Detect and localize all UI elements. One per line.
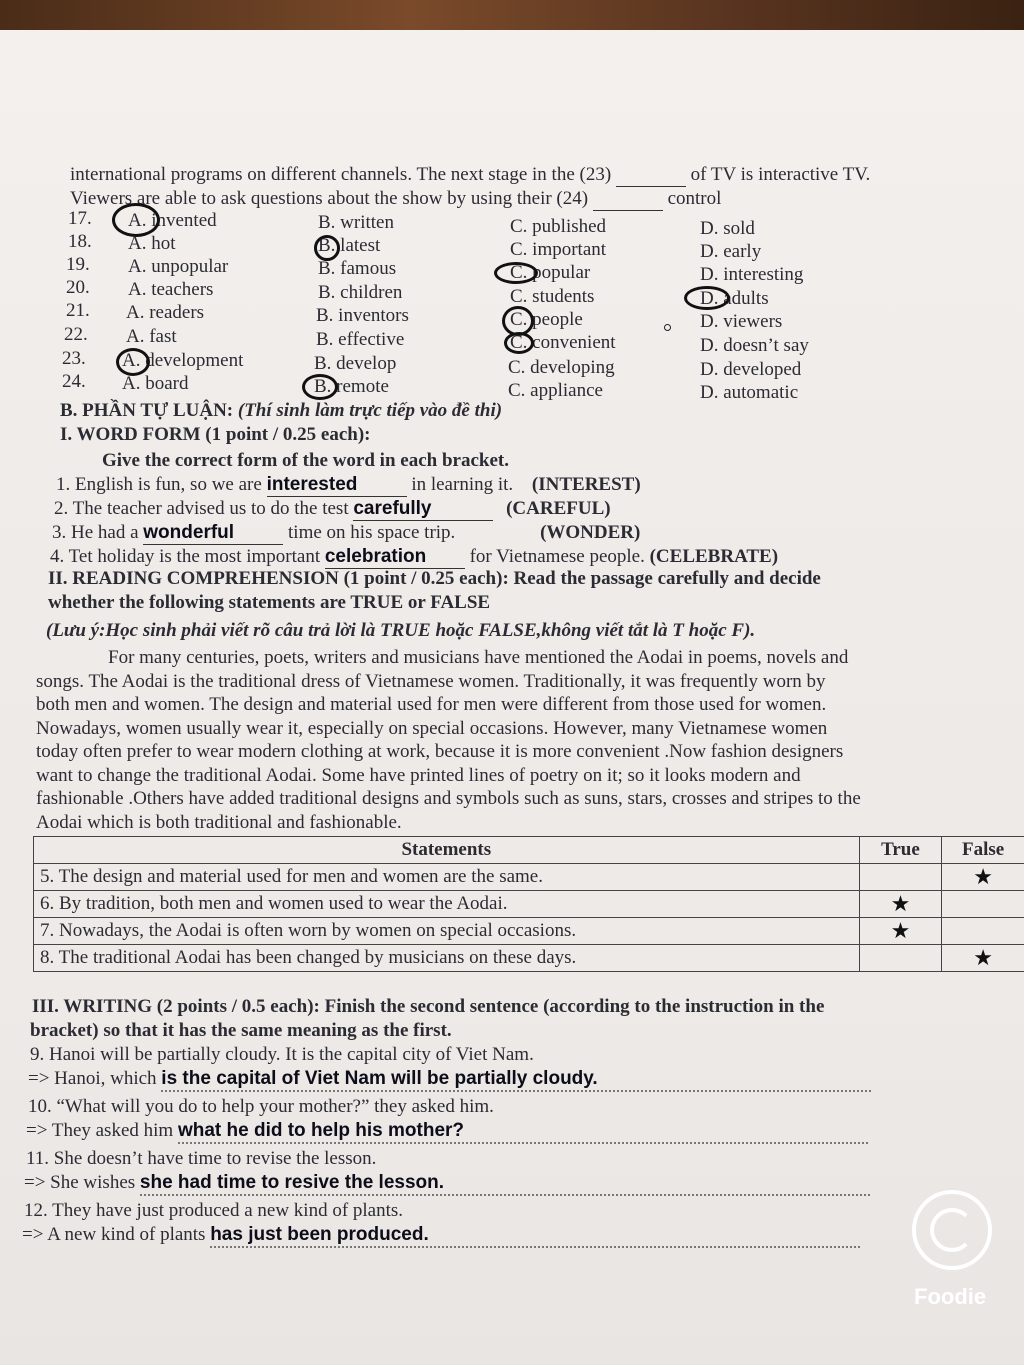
handwritten-answer: wonderful	[143, 522, 283, 545]
word-form-item	[54, 498, 611, 521]
writing-answer-line	[22, 1224, 860, 1248]
answer-prompt: => She wishes	[24, 1172, 136, 1193]
header-false: False	[942, 837, 1024, 864]
foodie-logo-icon	[912, 1190, 992, 1270]
question-number: 21.	[66, 300, 90, 321]
reading-title: II. READING COMPREHENSION (1 point / 0.25 each): Read the passage carefully and decide	[48, 568, 821, 589]
blank-24	[593, 188, 663, 211]
table-row	[34, 918, 1024, 945]
item-text: in learning it.	[411, 474, 514, 495]
answer-circle	[504, 332, 534, 354]
handwritten-answer: she had time to resive the lesson.	[140, 1172, 870, 1196]
statement-cell: 6. By tradition, both men and women used to wear the Aodai.	[34, 891, 860, 918]
answer-prompt: => Hanoi, which	[28, 1068, 157, 1089]
true-false-table	[33, 836, 1024, 972]
passage-line-top-2	[70, 188, 721, 211]
table-row	[34, 891, 1024, 918]
true-cell	[859, 918, 942, 945]
answer-circle	[112, 203, 160, 237]
header-statements: Statements	[34, 837, 860, 864]
answer-prompt: => They asked him	[26, 1120, 174, 1141]
option-c: C. popular	[510, 262, 591, 283]
stray-dot	[664, 324, 671, 331]
option-d: D. adults	[700, 288, 769, 309]
answer-circle	[116, 348, 150, 376]
option-d: D. early	[700, 241, 762, 262]
option-b: B. famous	[318, 258, 397, 279]
handwritten-answer: what he did to help his mother?	[178, 1120, 868, 1144]
root-word: (CELEBRATE)	[649, 546, 779, 567]
question-number: 22.	[64, 324, 88, 345]
handwritten-answer: celebration	[325, 546, 465, 569]
root-word: (WONDER)	[540, 522, 641, 543]
passage-line: For many centuries, poets, writers and musicians have mentioned the Aodai in poems, novels and	[108, 647, 849, 668]
reading-passage	[36, 646, 1002, 834]
option-a: A. development	[122, 350, 244, 371]
option-c: C. appliance	[508, 380, 603, 401]
option-a: A. hot	[128, 233, 176, 254]
question-number: 19.	[66, 254, 90, 275]
option-a: A. board	[122, 373, 189, 394]
section-note: (Thí sinh làm trực tiếp vào đề thi)	[237, 400, 503, 421]
false-cell	[942, 891, 1024, 918]
handwritten-answer: has just been produced.	[210, 1224, 860, 1248]
false-cell	[942, 945, 1024, 972]
answer-prompt: => A new kind of plants	[22, 1224, 206, 1245]
answer-circle	[494, 262, 538, 284]
section-b-heading	[60, 400, 502, 422]
option-c: C. students	[510, 286, 595, 307]
option-c: C. developing	[508, 357, 615, 378]
word-form-item	[56, 474, 641, 497]
passage-line: want to change the traditional Aodai. Some have printed lines of poetry on it; so it looks modern and	[36, 764, 801, 786]
passage-line: fashionable .Others have added traditional designs and symbols such as suns, stars, crosses and stripes to the	[36, 788, 861, 809]
statement-cell: 8. The traditional Aodai has been changed by musicians on these days.	[34, 945, 860, 972]
star-mark: ★	[973, 864, 993, 890]
writing-answer-line	[28, 1068, 871, 1092]
option-b: B. remote	[314, 376, 389, 397]
option-d: D. sold	[700, 218, 755, 239]
word-form-instruction: Give the correct form of the word in each bracket.	[102, 450, 509, 471]
item-text: 3. He had a	[52, 522, 139, 543]
word-form-item	[50, 546, 778, 569]
option-b: B. develop	[314, 353, 397, 374]
option-b: B. latest	[318, 235, 381, 256]
passage-line-top-1	[70, 164, 870, 187]
answer-circle	[684, 286, 730, 310]
option-b: B. inventors	[316, 305, 409, 326]
writing-title: III. WRITING (2 points / 0.5 each): Finish the second sentence (according to the instruction in the	[32, 996, 825, 1017]
question-number: 24.	[62, 371, 86, 392]
option-c: C. people	[510, 309, 583, 330]
question-number: 17.	[68, 208, 92, 229]
statement-cell: 7. Nowadays, the Aodai is often worn by women on special occasions.	[34, 918, 860, 945]
star-mark: ★	[890, 891, 911, 917]
table-row	[34, 945, 1024, 972]
passage-text: international programs on different channels. The next stage in the (23)	[70, 164, 612, 185]
item-text: time on his space trip.	[288, 522, 456, 543]
handwritten-answer: is the capital of Viet Nam will be partially cloudy.	[161, 1068, 871, 1092]
question-number: 18.	[68, 231, 92, 252]
writing-question: 10. “What will you do to help your mother?” they asked him.	[28, 1096, 494, 1117]
handwritten-answer: carefully	[353, 498, 493, 521]
option-c: C. important	[510, 239, 607, 260]
table-header-row	[34, 837, 1024, 864]
option-d: D. doesn’t say	[700, 335, 809, 356]
true-cell	[859, 864, 942, 891]
writing-question: 12. They have just produced a new kind of plants.	[24, 1200, 404, 1221]
passage-line: both men and women. The design and material used for men were different from those used for women.	[36, 694, 827, 715]
writing-title-cont: bracket) so that it has the same meaning as the first.	[30, 1020, 452, 1041]
option-c: C. convenient	[510, 332, 616, 353]
item-text: 4. Tet holiday is the most important	[50, 546, 321, 567]
writing-answer-line	[26, 1120, 868, 1144]
option-a: A. invented	[128, 210, 217, 231]
reading-title-cont: whether the following statements are TRUE or FALSE	[48, 592, 491, 613]
writing-answer-line	[24, 1172, 870, 1196]
header-true: True	[859, 837, 942, 864]
option-d: D. interesting	[700, 264, 804, 285]
star-mark: ★	[890, 918, 911, 944]
foodie-logo-inner-icon	[930, 1208, 974, 1252]
true-cell	[859, 945, 942, 972]
option-c: C. published	[510, 216, 607, 237]
false-cell	[942, 864, 1024, 891]
question-number: 23.	[62, 348, 86, 369]
option-a: A. teachers	[128, 279, 214, 300]
option-d: D. developed	[700, 359, 802, 380]
false-cell	[942, 918, 1024, 945]
true-cell	[859, 891, 942, 918]
handwritten-answer: interested	[267, 474, 407, 497]
option-d: D. automatic	[700, 382, 799, 403]
option-a: A. readers	[126, 302, 205, 323]
passage-line: Aodai which is both traditional and fashionable.	[36, 811, 402, 833]
passage-text: control	[667, 188, 722, 209]
blank-23	[616, 164, 686, 187]
reading-note: (Lưu ý:Học sinh phải viết rõ câu trả lời là TRUE hoặc FALSE,không viết tắt là T hoặc F).	[46, 620, 756, 641]
exam-paper	[0, 30, 1024, 1365]
item-text: for Vietnamese people.	[469, 546, 645, 567]
question-number: 20.	[66, 277, 90, 298]
option-d: D. viewers	[700, 311, 783, 332]
section-title: B. PHẦN TỰ LUẬN:	[60, 400, 234, 421]
option-a: A. unpopular	[128, 256, 229, 277]
passage-line: songs. The Aodai is the traditional dress of Vietnamese women. Traditionally, it was frequently worn by	[36, 670, 826, 692]
passage-text: Viewers are able to ask questions about the show by using their (24)	[70, 188, 589, 209]
writing-question: 11. She doesn’t have time to revise the lesson.	[26, 1148, 377, 1169]
passage-text: of TV is interactive TV.	[690, 164, 871, 185]
option-a: A. fast	[126, 326, 177, 347]
option-b: B. effective	[316, 329, 405, 350]
passage-line: today often prefer to wear modern clothing at work, because it is more convenient .Now fashion designers	[36, 741, 844, 762]
foodie-watermark-text: Foodie	[914, 1284, 987, 1309]
star-mark: ★	[973, 945, 993, 971]
statement-cell: 5. The design and material used for men and women are the same.	[34, 864, 860, 891]
root-word: (CAREFUL)	[506, 498, 611, 519]
word-form-item	[52, 522, 640, 545]
item-text: 2. The teacher advised us to do the test	[54, 498, 349, 519]
writing-question: 9. Hanoi will be partially cloudy. It is the capital city of Viet Nam.	[30, 1044, 534, 1065]
root-word: (INTEREST)	[531, 474, 641, 495]
option-b: B. children	[318, 282, 403, 303]
option-b: B. written	[318, 212, 394, 233]
item-text: 1. English is fun, so we are	[56, 474, 262, 495]
word-form-title: I. WORD FORM (1 point / 0.25 each):	[60, 424, 371, 445]
table-row	[34, 864, 1024, 891]
passage-line: Nowadays, women usually wear it, especially on special occasions. However, many Vietnamese women	[36, 717, 828, 739]
answer-circle	[302, 374, 338, 400]
